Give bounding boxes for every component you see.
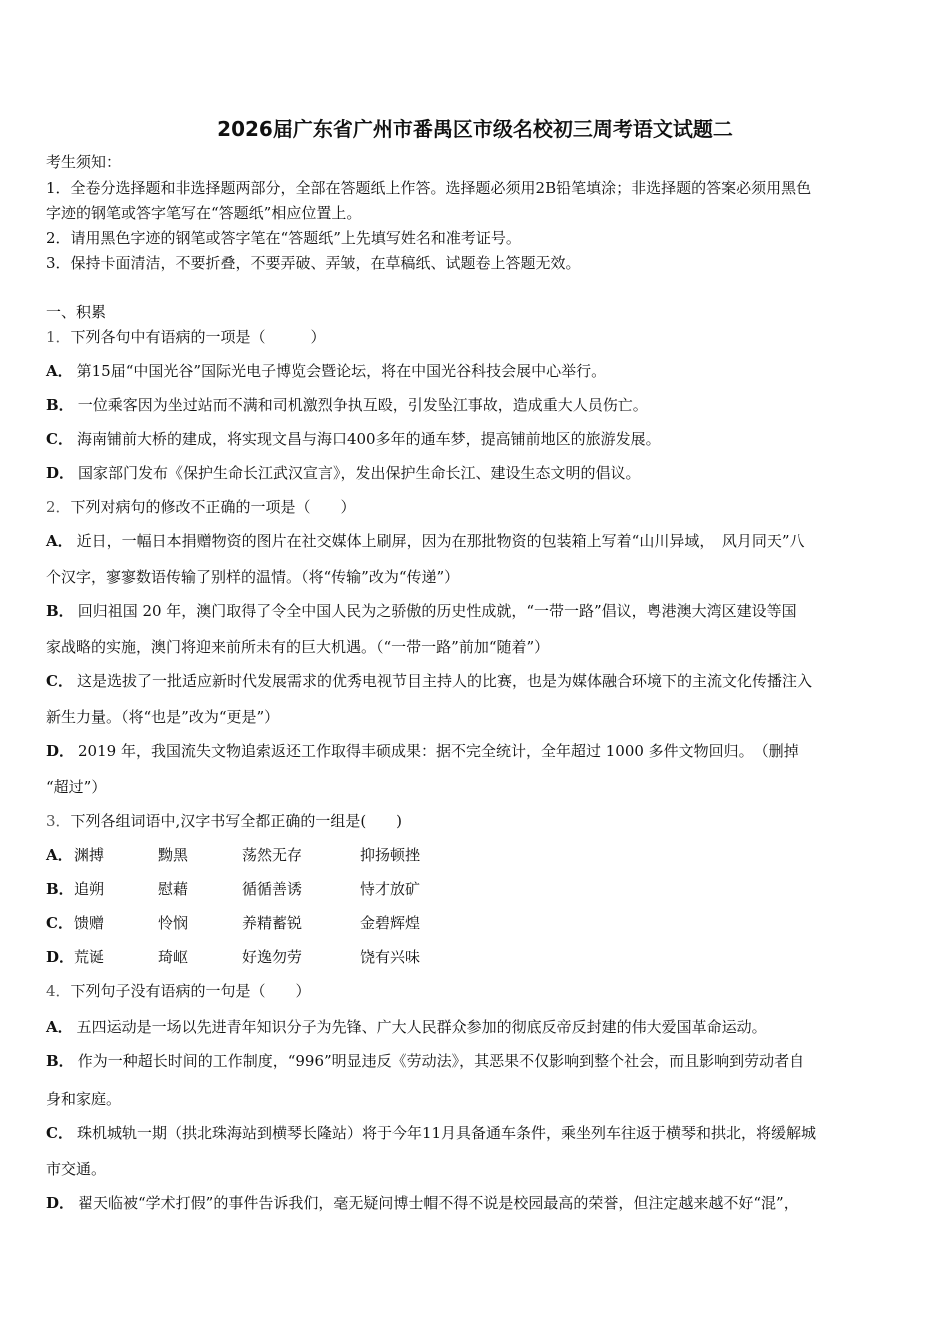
question-text: 下列对病句的修改不正确的一项是（ ） bbox=[70, 498, 356, 516]
question-number: 3． bbox=[46, 812, 71, 830]
option-text: 这是选拔了一批适应新时代发展需求的优秀电视节目主持人的比赛，也是为媒体融合环境下的主流文化传播注入 bbox=[76, 672, 812, 690]
q4-option-d bbox=[46, 1193, 906, 1213]
option-letter: A． bbox=[46, 532, 73, 550]
question-1-stem bbox=[46, 327, 906, 347]
option-letter: C． bbox=[46, 672, 73, 690]
option-text: 五四运动是一场以先进青年知识分子为先锋、广大人民群众参加的彻底反帝反封建的伟大爱国革命运动。 bbox=[76, 1018, 767, 1036]
option-word: 好逸勿劳 bbox=[242, 948, 303, 966]
option-word: 怜悯 bbox=[158, 914, 189, 932]
notice-line: 1．全卷分选择题和非选择题两部分，全部在答题纸上作答。选择题必须用2B铅笔填涂；非选择题的答案必须用黑色 bbox=[46, 179, 812, 197]
q2-option-a-cont: 个汉字，寥寥数语传输了别样的温情。（将“传输”改为“传递”） bbox=[46, 568, 460, 586]
option-letter: A． bbox=[46, 846, 73, 864]
option-text: 第15届“中国光谷”国际光电子博览会暨论坛，将在中国光谷科技会展中心举行。 bbox=[76, 362, 607, 380]
question-2-stem bbox=[46, 497, 906, 517]
option-text: 国家部门发布《保护生命长江武汉宣言》，发出保护生命长江、建设生态文明的倡议。 bbox=[78, 464, 641, 482]
option-letter: D． bbox=[46, 1194, 75, 1212]
option-letter: A． bbox=[46, 362, 73, 380]
option-word: 饶有兴味 bbox=[360, 948, 421, 966]
notice-line: 2．请用黑色字迹的钢笔或答字笔在“答题纸”上先填写姓名和准考证号。 bbox=[46, 229, 521, 247]
section-heading: 一、积累 bbox=[46, 303, 107, 321]
q4-option-b bbox=[46, 1051, 906, 1071]
option-letter: C． bbox=[46, 914, 73, 932]
q2-option-c-cont: 新生力量。（将“也是”改为“更是”） bbox=[46, 708, 280, 726]
option-word: 黝黑 bbox=[158, 846, 189, 864]
q4-option-c-cont: 市交通。 bbox=[46, 1160, 107, 1178]
question-text: 下列句子没有语病的一句是（ ） bbox=[70, 982, 311, 1000]
question-4-stem bbox=[46, 981, 906, 1001]
option-letter: A． bbox=[46, 1018, 73, 1036]
option-word: 金碧辉煌 bbox=[360, 914, 421, 932]
option-letter: C． bbox=[46, 1124, 73, 1142]
q2-option-c bbox=[46, 671, 906, 691]
question-number: 4． bbox=[46, 982, 71, 1000]
question-number: 1． bbox=[46, 328, 71, 346]
q1-option-b bbox=[46, 395, 906, 415]
option-word: 荒诞 bbox=[74, 948, 105, 966]
option-word: 荡然无存 bbox=[242, 846, 303, 864]
option-word: 琦岖 bbox=[158, 948, 189, 966]
q4-option-c bbox=[46, 1123, 906, 1143]
option-word: 抑扬顿挫 bbox=[360, 846, 421, 864]
option-text: 翟天临被“学术打假”的事件告诉我们，毫无疑问博士帽不得不说是校园最高的荣誉，但注定越来越不好“混”， bbox=[78, 1194, 799, 1212]
q4-option-b-cont: 身和家庭。 bbox=[46, 1090, 122, 1108]
option-text: 一位乘客因为坐过站而不满和司机激烈争执互殴，引发坠江事故，造成重大人员伤亡。 bbox=[77, 396, 648, 414]
option-word: 循循善诱 bbox=[242, 880, 303, 898]
question-number: 2． bbox=[46, 498, 71, 516]
option-letter: D． bbox=[46, 948, 75, 966]
option-word: 渊搏 bbox=[74, 846, 105, 864]
option-letter: B． bbox=[46, 880, 74, 898]
option-word: 慰藉 bbox=[158, 880, 189, 898]
exam-title: 2026届广东省广州市番禺区市级名校初三周考语文试题二 bbox=[217, 117, 733, 141]
option-text: 作为一种超长时间的工作制度，“996”明显违反《劳动法》，其恶果不仅影响到整个社会，而且影响到劳动者自 bbox=[77, 1052, 805, 1070]
notice-line: 3．保持卡面清洁，不要折叠，不要弄破、弄皱，在草稿纸、试题卷上答题无效。 bbox=[46, 254, 581, 272]
option-letter: B． bbox=[46, 602, 74, 620]
option-word: 追朔 bbox=[74, 880, 105, 898]
question-text: 下列各组词语中,汉字书写全都正确的一组是( ) bbox=[70, 812, 403, 830]
option-text: 海南铺前大桥的建成，将实现文昌与海口400多年的通车梦，提高铺前地区的旅游发展。 bbox=[76, 430, 661, 448]
question-text: 下列各句中有语病的一项是（ ） bbox=[70, 328, 326, 346]
option-text: 2019 年，我国流失文物追索返还工作取得丰硕成果：据不完全统计，全年超过 1000 多件文物回归。 （删掉 bbox=[78, 742, 799, 760]
q2-option-b bbox=[46, 601, 906, 621]
q1-option-c bbox=[46, 429, 906, 449]
option-text: 珠机城轨一期（拱北珠海站到横琴长隆站）将于今年11月具备通车条件，乘坐列车往返于横琴和拱北，将缓解城 bbox=[76, 1124, 817, 1142]
option-letter: B． bbox=[46, 1052, 74, 1070]
option-letter: B． bbox=[46, 396, 74, 414]
notice-line: 字迹的钢笔或答字笔写在“答题纸”相应位置上。 bbox=[46, 204, 362, 222]
question-3-stem bbox=[46, 811, 906, 831]
notice-heading: 考生须知： bbox=[46, 153, 122, 171]
q4-option-a bbox=[46, 1017, 906, 1037]
q2-option-b-cont: 家战略的实施，澳门将迎来前所未有的巨大机遇。（“一带一路”前加“随着”） bbox=[46, 638, 550, 656]
q1-option-a bbox=[46, 361, 906, 381]
q1-option-d bbox=[46, 463, 906, 483]
option-word: 恃才放矿 bbox=[360, 880, 421, 898]
q2-option-d-cont: “超过”） bbox=[46, 778, 107, 796]
option-word: 馈赠 bbox=[74, 914, 105, 932]
option-letter: D． bbox=[46, 464, 75, 482]
q2-option-a bbox=[46, 531, 906, 551]
q2-option-d bbox=[46, 741, 906, 761]
option-letter: C． bbox=[46, 430, 73, 448]
option-text: 回归祖国 20 年，澳门取得了令全中国人民为之骄傲的历史性成就，“一带一路”倡议，粤港澳大湾区建设等国 bbox=[77, 602, 797, 620]
option-letter: D． bbox=[46, 742, 75, 760]
option-text: 近日，一幅日本捐赠物资的图片在社交媒体上刷屏，因为在那批物资的包装箱上写着“山川异域， 风月同天”八 bbox=[76, 532, 805, 550]
option-word: 养精蓄锐 bbox=[242, 914, 303, 932]
